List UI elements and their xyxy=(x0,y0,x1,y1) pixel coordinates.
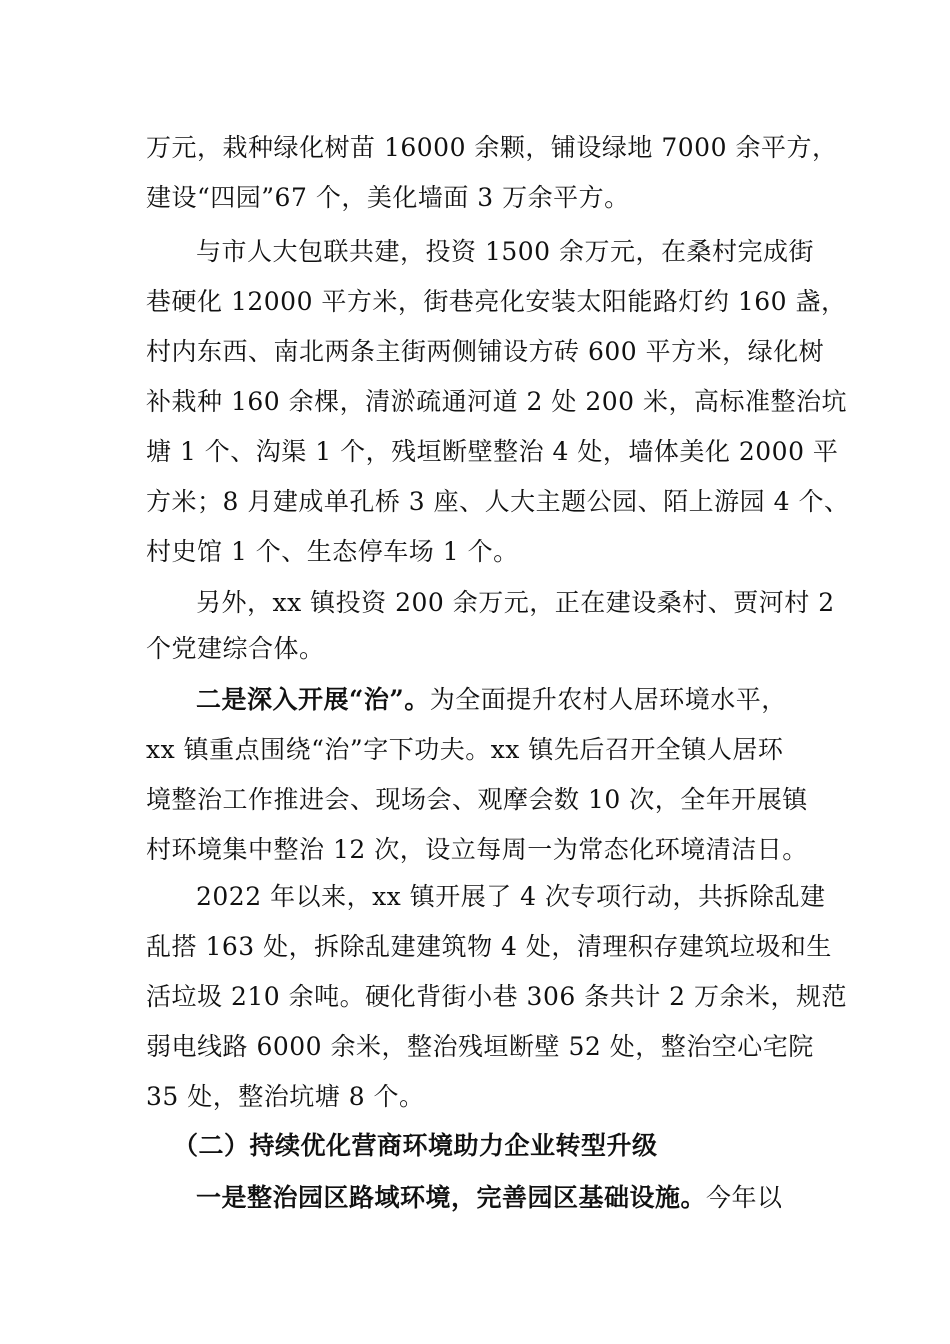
text-line: xx 镇重点围绕“治”字下功夫。xx 镇先后召开全镇人居环 xyxy=(146,735,784,764)
text-line: 建设“四园”67 个，美化墙面 3 万余平方。 xyxy=(146,183,630,212)
text-line: 巷硬化 12000 平方米，街巷亮化安装太阳能路灯约 160 盏， xyxy=(146,287,847,316)
text-line: 塘 1 个、沟渠 1 个，残垣断壁整治 4 处，墙体美化 2000 平 xyxy=(146,437,839,466)
paragraph-heading xyxy=(196,1183,783,1213)
text-line: 村内东西、南北两条主街两侧铺设方砖 600 平方米，绿化树 xyxy=(146,337,825,366)
text-line: 补栽种 160 余棵，清淤疏通河道 2 处 200 米，高标准整治坑 xyxy=(146,387,848,416)
text-line: 另外，xx 镇投资 200 余万元，正在建设桑村、贾河村 2 xyxy=(196,588,835,617)
text-line: 方米；8 月建成单孔桥 3 座、人大主题公园、陌上游园 4 个、 xyxy=(146,487,850,516)
paragraph-heading xyxy=(196,685,787,715)
text-line: 活垃圾 210 余吨。硬化背街小巷 306 条共计 2 万余米，规范 xyxy=(146,982,848,1011)
paragraph-heading-bold: 二是深入开展“治”。 xyxy=(196,685,430,714)
text-line: 境整治工作推进会、现场会、观摩会数 10 次，全年开展镇 xyxy=(146,785,808,814)
text-line: 35 处，整治坑塘 8 个。 xyxy=(146,1082,425,1111)
text-line: 万元，栽种绿化树苗 16000 余颗，铺设绿地 7000 余平方， xyxy=(146,133,838,162)
text-line: 与市人大包联共建，投资 1500 余万元，在桑村完成街 xyxy=(196,237,815,266)
paragraph-heading-rest: 为全面提升农村人居环境水平， xyxy=(429,685,787,714)
text-line: 2022 年以来，xx 镇开展了 4 次专项行动，共拆除乱建 xyxy=(196,882,826,911)
paragraph-heading-bold: 一是整治园区路域环境，完善园区基础设施。 xyxy=(196,1183,707,1212)
text-line: 个党建综合体。 xyxy=(146,634,325,663)
section-heading: （二）持续优化营商环境助力企业转型升级 xyxy=(173,1131,658,1160)
paragraph-heading-rest: 今年以 xyxy=(706,1183,783,1212)
text-line: 村环境集中整治 12 次，设立每周一为常态化环境清洁日。 xyxy=(146,835,808,864)
text-line: 乱搭 163 处，拆除乱建建筑物 4 处，清理积存建筑垃圾和生 xyxy=(146,932,832,961)
text-line: 弱电线路 6000 余米，整治残垣断壁 52 处，整治空心宅院 xyxy=(146,1032,814,1061)
text-line: 村史馆 1 个、生态停车场 1 个。 xyxy=(146,537,519,566)
